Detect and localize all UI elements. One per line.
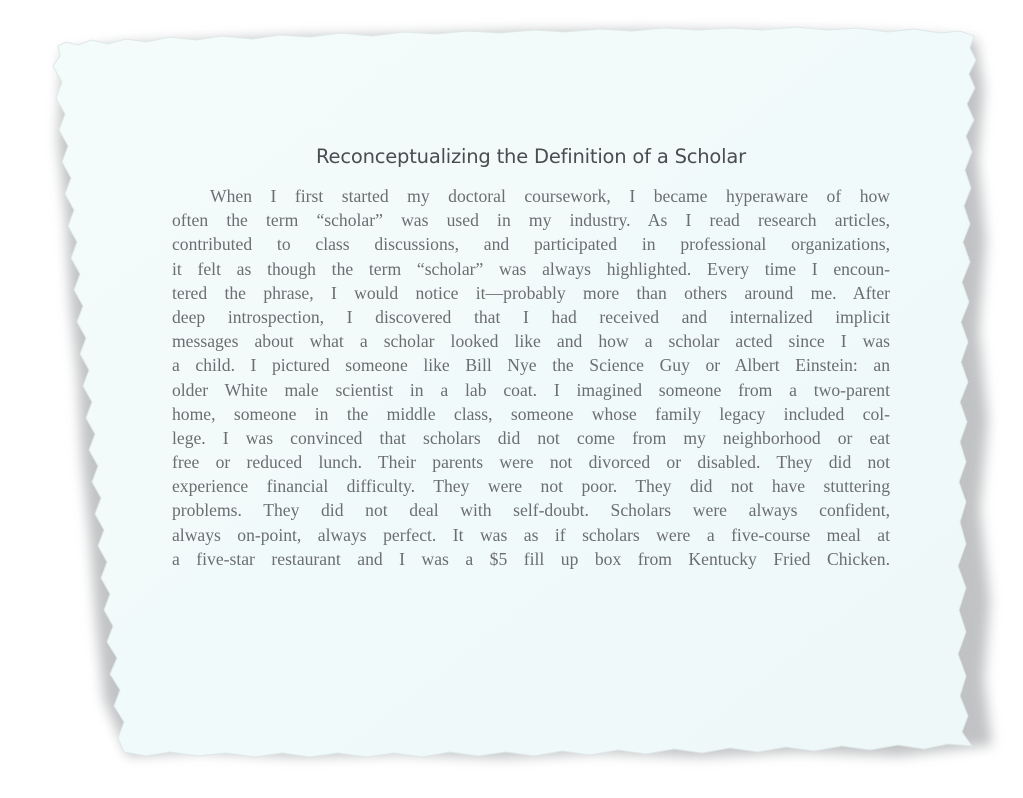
excerpt bbox=[172, 140, 890, 571]
paragraph-line: When I first started my doctoral coursework, I became hyperaware of how bbox=[210, 186, 890, 206]
body-paragraph bbox=[172, 184, 890, 571]
paragraph-line: deep introspection, I discovered that I had received and internalized implicit bbox=[172, 306, 890, 327]
paragraph-line: free or reduced lunch. Their parents were not divorced or disabled. They did not bbox=[172, 452, 890, 473]
paragraph-line: home, someone in the middle class, someone whose family legacy included col- bbox=[172, 403, 890, 424]
paragraph-line: it felt as though the term “scholar” was always highlighted. Every time I encoun- bbox=[172, 258, 890, 279]
paragraph-line: often the term “scholar” was used in my industry. As I read research articles, bbox=[172, 210, 890, 231]
paragraph-line: a child. I pictured someone like Bill Nye the Science Guy or Albert Einstein: an bbox=[172, 355, 890, 376]
paragraph-line: experience financial difficulty. They were not poor. They did not have stuttering bbox=[172, 476, 890, 497]
paragraph-line: problems. They did not deal with self-doubt. Scholars were always confident, bbox=[172, 500, 890, 521]
paragraph-line: older White male scientist in a lab coat. I imagined someone from a two-parent bbox=[172, 379, 890, 400]
paragraph-line: always on-point, always perfect. It was as if scholars were a five-course meal at bbox=[172, 524, 890, 545]
paragraph-line: tered the phrase, I would notice it—probably more than others around me. After bbox=[172, 282, 890, 303]
paragraph-line: messages about what a scholar looked like and how a scholar acted since I was bbox=[172, 331, 890, 352]
page-title: Reconceptualizing the Definition of a Scholar bbox=[316, 145, 746, 168]
paragraph-line: a five-star restaurant and I was a $5 fill up box from Kentucky Fried Chicken. bbox=[172, 548, 890, 569]
paragraph-line: contributed to class discussions, and participated in professional organizations, bbox=[172, 234, 890, 255]
paragraph-line: lege. I was convinced that scholars did not come from my neighborhood or eat bbox=[172, 427, 890, 448]
